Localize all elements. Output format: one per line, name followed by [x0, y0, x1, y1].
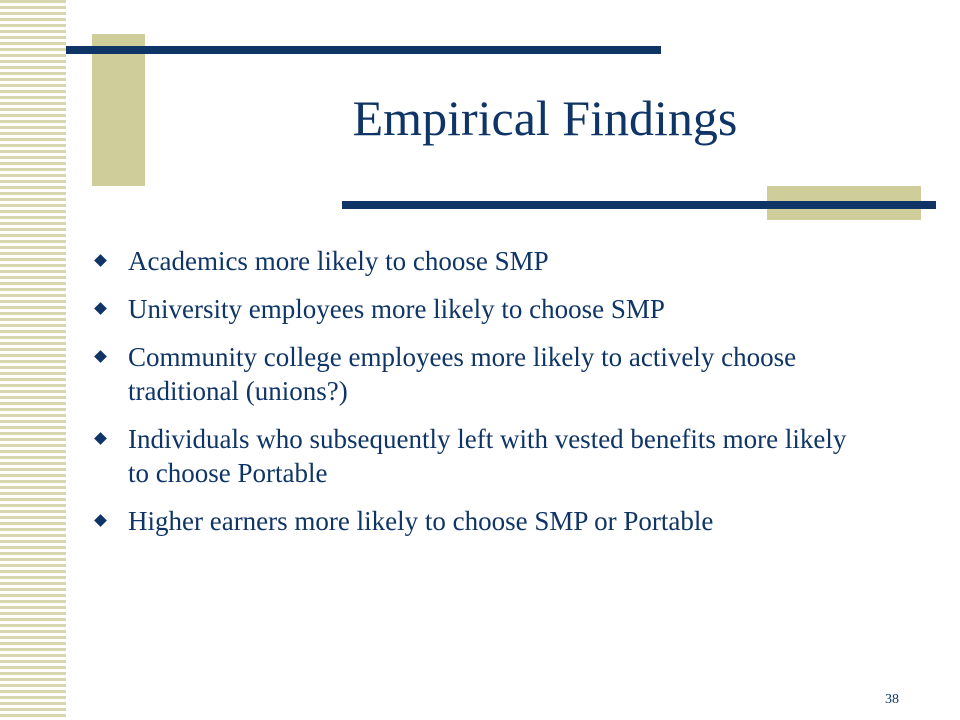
bullet-list	[94, 244, 854, 552]
bullet-item	[94, 244, 854, 278]
page-number: 38	[885, 692, 899, 707]
bullet-text: Community college employees more likely to actively choose traditional (unions?)	[128, 342, 797, 406]
left-stripe-decoration	[0, 0, 66, 720]
bullet-item	[94, 422, 854, 490]
slide-title: Empirical Findings	[352, 90, 738, 146]
diamond-bullet-icon	[94, 302, 107, 315]
title-rule-top	[66, 46, 661, 54]
bullet-item	[94, 504, 854, 538]
bullet-text: University employees more likely to choose SMP	[128, 294, 665, 324]
diamond-bullet-icon	[94, 514, 107, 527]
diamond-bullet-icon	[94, 432, 107, 445]
bullet-item	[94, 340, 854, 408]
bullet-text: Higher earners more likely to choose SMP or Portable	[128, 506, 714, 536]
diamond-bullet-icon	[94, 254, 107, 267]
title-rule-bottom	[342, 201, 936, 209]
diamond-bullet-icon	[94, 350, 107, 363]
bullet-text: Academics more likely to choose SMP	[128, 246, 549, 276]
bullet-text: Individuals who subsequently left with vested benefits more likely to choose Portable	[128, 424, 847, 488]
accent-block-left	[92, 34, 145, 186]
bullet-item	[94, 292, 854, 326]
